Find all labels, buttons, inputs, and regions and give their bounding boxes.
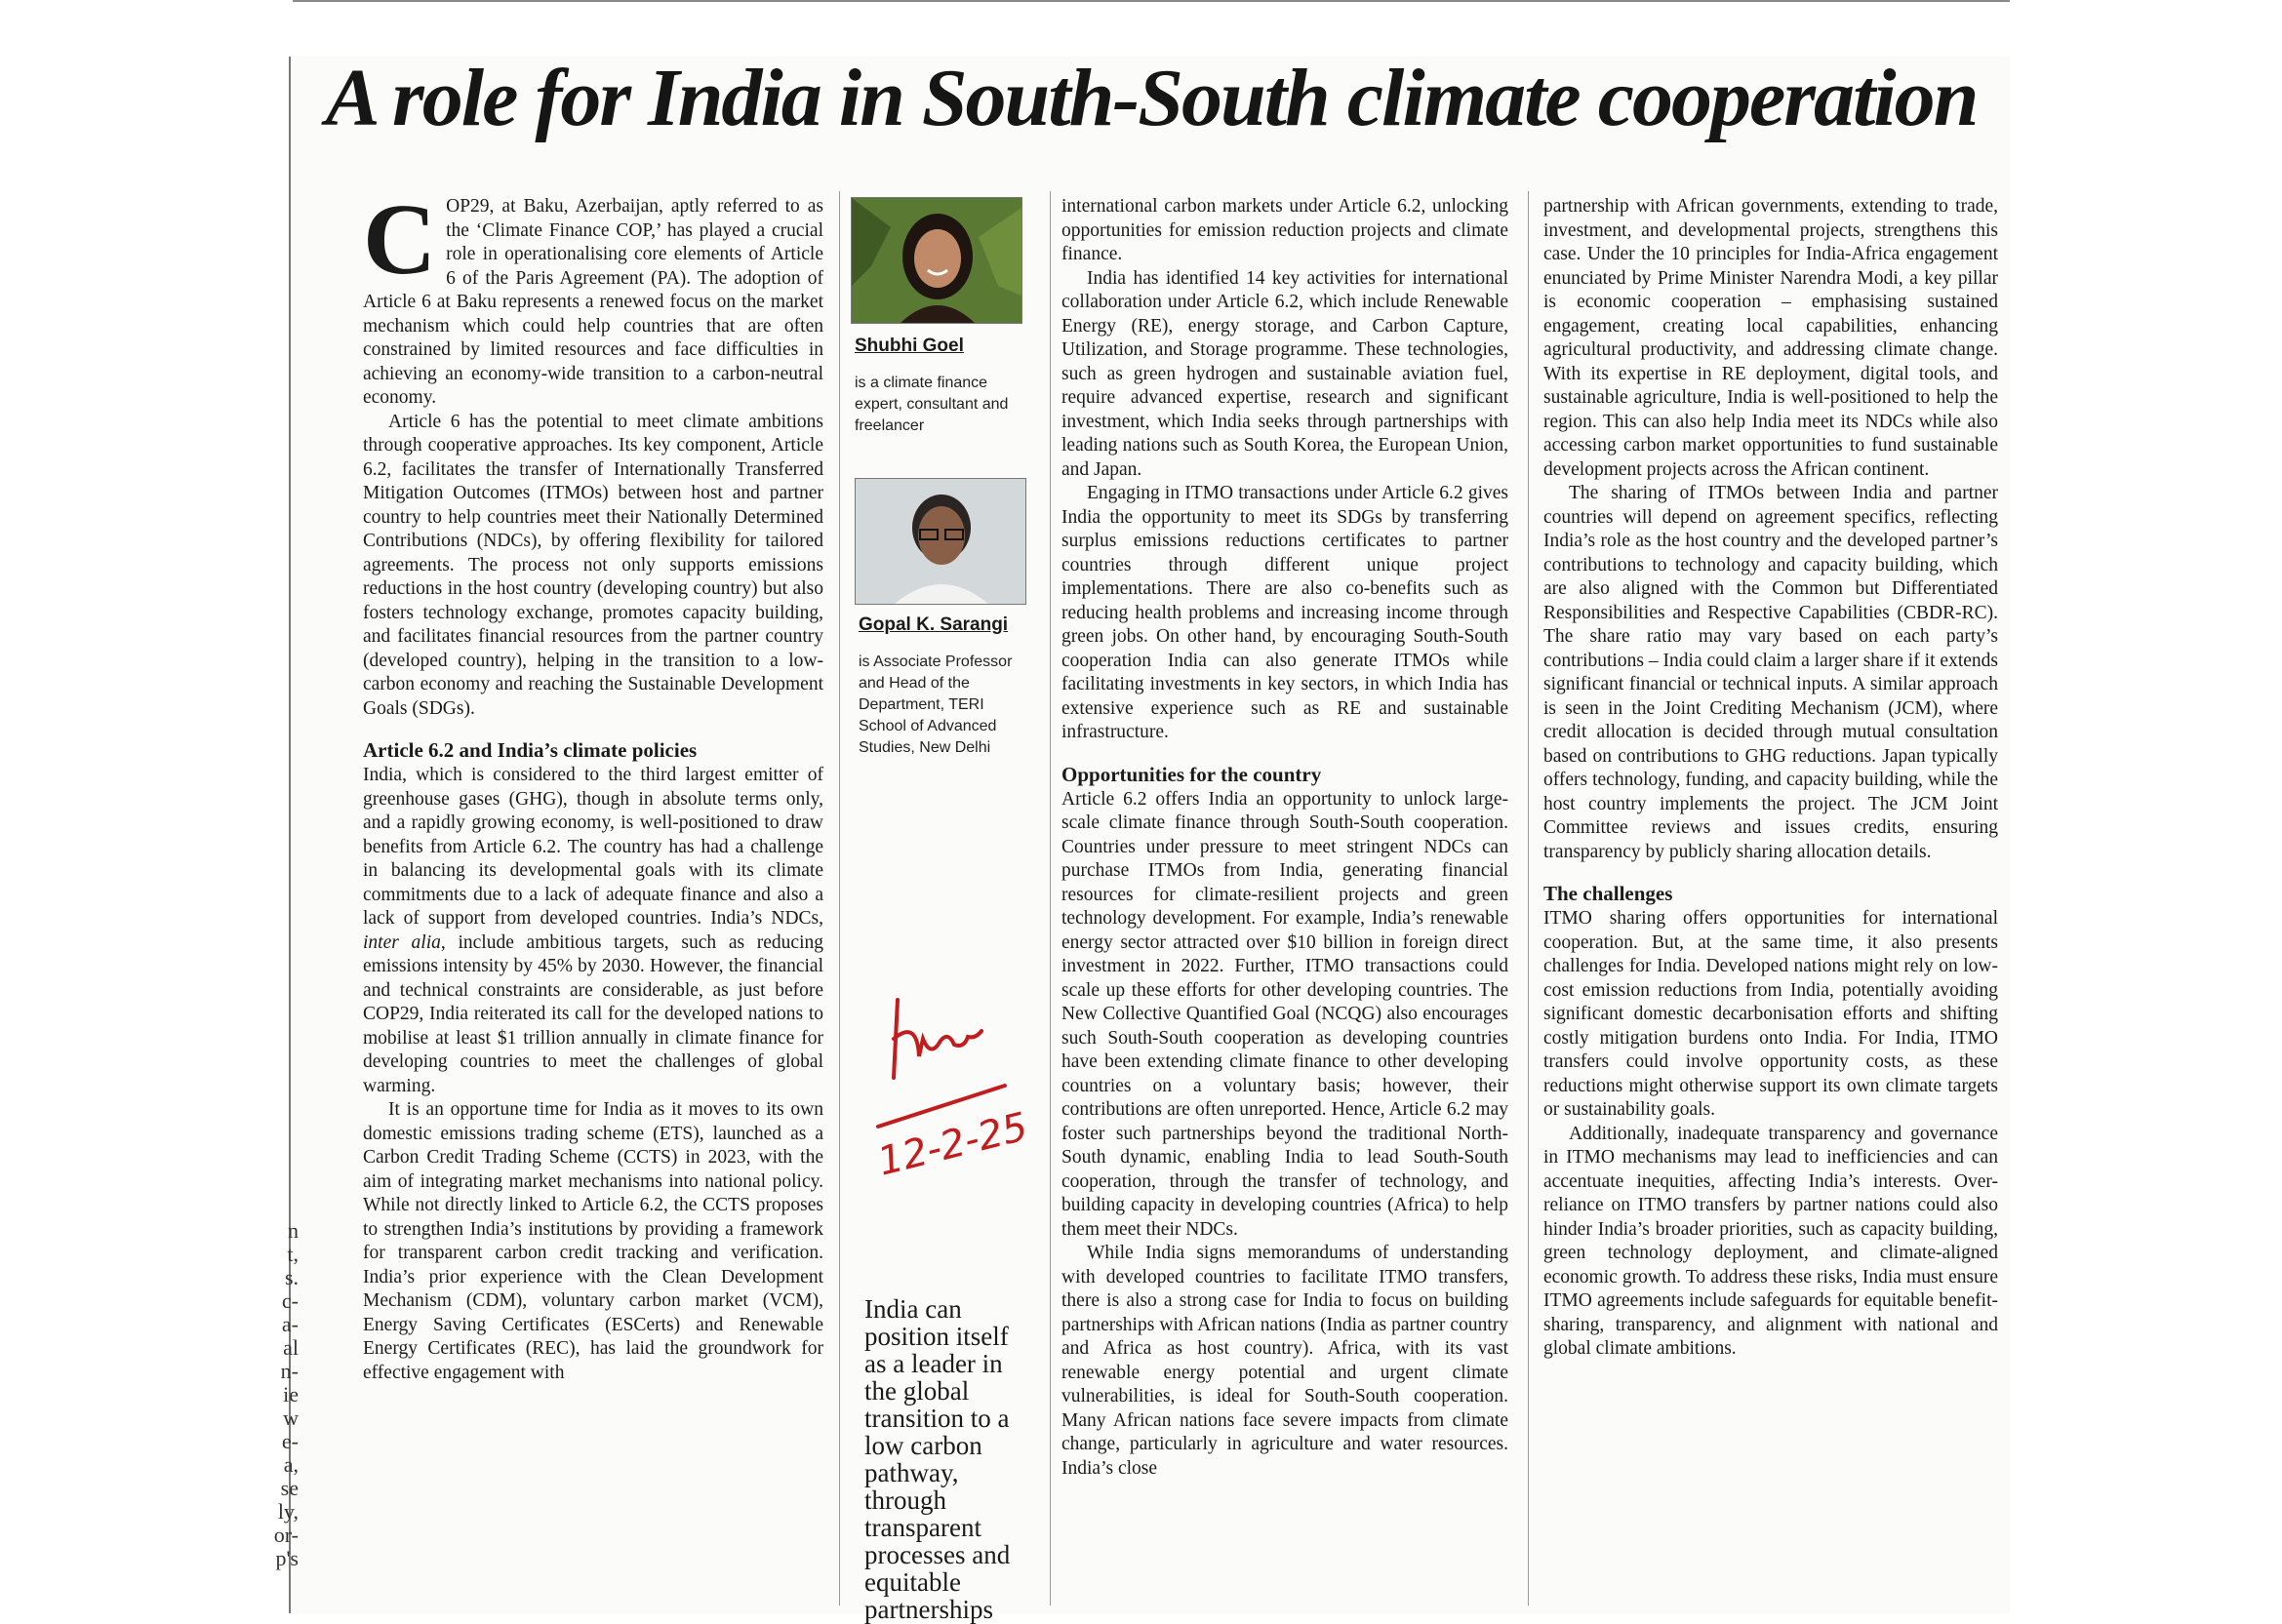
edge-fragment: t,: [287, 1243, 299, 1266]
author-bio: is Associate Professor and Head of the Department, TERI School of Advanced Studies, New Delhi: [859, 654, 1013, 756]
author-photo-shubhi-goel: [851, 197, 1022, 324]
edge-fragment: n-: [280, 1360, 299, 1383]
edge-fragment: ie: [283, 1383, 299, 1406]
handwritten-annotation: [859, 980, 1073, 1195]
column-divider: [1050, 191, 1051, 1605]
paragraph: While India signs memorandums of understanding with developed countries to facilitate ITMO transfers, there is also a strong case for India to focus on building partnerships with African nations (India as partner country and Africa as host country). Africa, with its vast renewable energy potential and urgent climate vulnerabilities, is ideal for South-South cooperation. Many African nations face severe impacts from climate change, particularly in agriculture and water resources. India’s close: [1061, 1243, 1508, 1479]
edge-fragment: w: [283, 1406, 299, 1430]
paragraph: [363, 764, 823, 1098]
paragraph: Article 6.2 offers India an opportunity to unlock large-scale climate finance through South-South cooperation. Countries under pressure to meet stringent NDCs can purchase ITMOs from India, generating financial resources for climate-resilient projects and green technology development. For example, India’s renewable energy sector attracted over $10 billion in foreign direct investment in 2022. Further, ITMO transactions could scale up these efforts for other developing countries. The New Collective Quantified Goal (NCQG) also encourages such South-South cooperation as developing countries have been extending climate finance to other developing countries on a voluntary basis; however, their contributions are often unreported. Hence, Article 6.2 may foster such partnerships beyond the traditional North-South dynamic, enabling India to lead South-South cooperation, through the transfer of technology, and building capacity in developing countries (Africa) to help them meet their NDCs.: [1061, 788, 1508, 1240]
paragraph: ITMO sharing offers opportunities for international cooperation. But, at the same time, it also presents challenges for India. Developed nations might rely on low-cost emission reductions from India, potentially avoiding significant domestic decarbonisation efforts and shifting costly mitigation burdens onto India. For India, ITMO transfers could involve opportunity costs, as these reductions might otherwise support its own climate targets or sustainability goals.: [1543, 908, 1998, 1120]
paragraph: Additionally, inadequate transparency and governance in ITMO mechanisms may lead to inefficiencies and can accentuate inequities, affecting India’s interests. Over-reliance on ITMO transfers by partner nations could also hinder India’s broader priorities, such as capacity building, green technology deployment, and climate-aligned economic growth. To address these risks, India must ensure ITMO agreements include safeguards for equitable benefit-sharing, transparency, and alignment with national and global climate ambitions.: [1543, 1123, 1998, 1359]
edge-fragment: a,: [283, 1453, 299, 1477]
top-rule: [293, 0, 2010, 2]
edge-fragment: a-: [281, 1313, 299, 1336]
edge-fragment: e-: [281, 1430, 299, 1453]
edge-fragment: se: [280, 1477, 299, 1500]
paragraph: The sharing of ITMOs between India and partner countries will depend on agreement specifics, reflecting India’s role as the host country and the developed partner’s contributions to technology and capacity building, which are also aligned with the Common but Differentiated Responsibilities and Respective Capabilities (CBDR-RC). The share ratio may vary based on each party’s contributions – India could claim a larger share if it extends significant financial or technical inputs. A similar approach is seen in the Joint Crediting Mechanism (JCM), where credit allocation is decided through mutual consultation based on contributions to GHG reductions. Japan typically offers technology, funding, and capacity building, while the host country implements the project. The JCM Joint Committee reviews and issues credits, ensuring transparency by publicly sharing allocation details.: [1543, 483, 1998, 862]
paragraph: India has identified 14 key activities for international collaboration under Article 6.2, which include Renewable Energy (RE), energy storage, and Carbon Capture, Utilization, and Storage programme. These technologies, such as green hydrogen and sustainable aviation fuel, require advanced expertise, research and significant investment, which India seeks through partnerships with leading nations such as South Korea, the European Union, and Japan.: [1061, 267, 1508, 480]
edge-fragment: ly,: [277, 1500, 299, 1524]
handwriting-signature-icon: [859, 980, 1073, 1195]
portrait-woman-icon: [852, 198, 1021, 323]
edge-fragment: c-: [281, 1289, 299, 1313]
edge-fragment: n: [288, 1219, 299, 1243]
paragraph-text: India, which is considered to the third largest emitter of greenhouse gases (GHG), though in absolute terms only, and a rapidly growing economy, is well-positioned to draw benefits from Article 6.2. The country has had a challenge in balancing its developmental goals with its climate commitments due to a lack of adequate finance and also a lack of support from developed countries. India’s NDCs,: [363, 765, 823, 929]
paragraph: It is an opportune time for India as it moves to its own domestic emissions trading scheme (ETS), launched as a Carbon Credit Trading Scheme (CCTS) in 2023, with the aim of integrating market mechanisms into national policy. While not directly linked to Article 6.2, the CCTS proposes to strengthen India’s institutions by providing a framework for transparent carbon credit tracking and verification. India’s prior experience with the Clean Development Mechanism (CDM), voluntary carbon market (VCM), Energy Saving Certificates (ESCerts) and Renewable Energy Certificates (REC), has laid the groundwork for effective engagement with: [363, 1099, 823, 1383]
edge-fragment: p's: [275, 1547, 299, 1570]
author-bio: is a climate finance expert, consultant and freelancer: [855, 375, 1009, 434]
subheading-challenges: The challenges: [1543, 882, 1673, 905]
author-name: Gopal K. Sarangi: [859, 614, 1009, 635]
paragraph-text: , include ambitious targets, such as reducing emissions intensity by 45% by 2030. However, the financial and technical constraints are considerable, as just before COP29, India reiterated its call for the developed nations to mobilise at least $1 trillion annually in climate finance for developing countries to meet the challenges of global warming.: [363, 931, 823, 1096]
edge-fragment: s.: [284, 1266, 299, 1289]
headline: A role for India in South-South climate cooperation: [325, 53, 1978, 143]
subheading-opportunities: Opportunities for the country: [1061, 762, 1322, 786]
pull-quote: India can position itself as a leader in the global transition to a low carbon pathway, through transparent processes and equitable partnerships: [864, 1294, 1011, 1624]
portrait-man-icon: [856, 479, 1025, 604]
author-name: Shubhi Goel: [855, 336, 964, 356]
drop-cap: C: [363, 195, 437, 296]
paragraph-text: OP29, at Baku, Azerbaijan, aptly referred to as the ‘Climate Finance COP,’ has played a crucial role in operationalising core elements of Article 6 of the Paris Agreement (PA). The adoption of Article 6 at Baku represents a renewed focus on the market mechanism which could help countries that are often constrained by limited resources and face difficulties in achieving an economy-wide transition to a carbon-neutral economy.: [363, 196, 823, 408]
column-divider: [839, 191, 840, 1605]
paragraph: Engaging in ITMO transactions under Article 6.2 gives India the opportunity to meet its SDGs by transferring surplus emissions reductions certificates to partner countries through different unique project implementations. There are also co-benefits such as reducing health problems and increasing income through green jobs. On other hand, by encouraging South-South cooperation India can also generate ITMOs while facilitating investments in key sectors, in which India has extensive experience such as RE and sustainable infrastructure.: [1061, 483, 1508, 742]
paragraph: international carbon markets under Article 6.2, unlocking opportunities for emission reduction projects and climate finance.: [1061, 196, 1508, 264]
author-photo-gopal-sarangi: [855, 478, 1026, 605]
article-column-1: [363, 195, 823, 1613]
italic-text: inter alia: [363, 931, 441, 953]
edge-fragment: or-: [273, 1524, 299, 1547]
article-column-4: [1543, 195, 1998, 1613]
article-column-3: [1061, 195, 1508, 1613]
paragraph: Article 6 has the potential to meet climate ambitions through cooperative approaches. Its key component, Article 6.2, facilitates the transfer of Internationally Transferred Mitigation Outcomes (ITMOs) between host and partner country to help countries meet their Nationally Determined Contributions (NDCs), by offering flexibility for tailored agreements. The process not only supports emissions reductions in the host country (developing country) but also fosters technology exchange, promotes capacity building, and facilitates financial resources from the partner country (developed country), helping in the transition to a low-carbon economy and reaching the Sustainable Development Goals (SDGs).: [363, 411, 823, 719]
previous-column-fragments: [269, 1219, 299, 1570]
lead-paragraph: [363, 195, 823, 411]
column-divider: [1528, 191, 1529, 1605]
subheading-article-6-2: Article 6.2 and India’s climate policies: [363, 738, 698, 762]
handwritten-date: 12-2-25: [873, 1104, 1032, 1185]
edge-fragment: al: [283, 1336, 299, 1360]
paragraph: partnership with African governments, extending to trade, investment, and developmental projects, strengthens this case. Under the 10 principles for India-Africa engagement enunciated by Prime Minister Narendra Modi, a key pillar is economic cooperation – emphasising sustained engagement, creating local capabilities, enhancing agricultural productivity, and addressing climate change. With its expertise in RE deployment, digital tools, and sustainable agriculture, India is well-positioned to help the region. This can also help India meet its NDCs while also accessing carbon market opportunities to fund sustainable development projects across the African continent.: [1543, 196, 1998, 480]
